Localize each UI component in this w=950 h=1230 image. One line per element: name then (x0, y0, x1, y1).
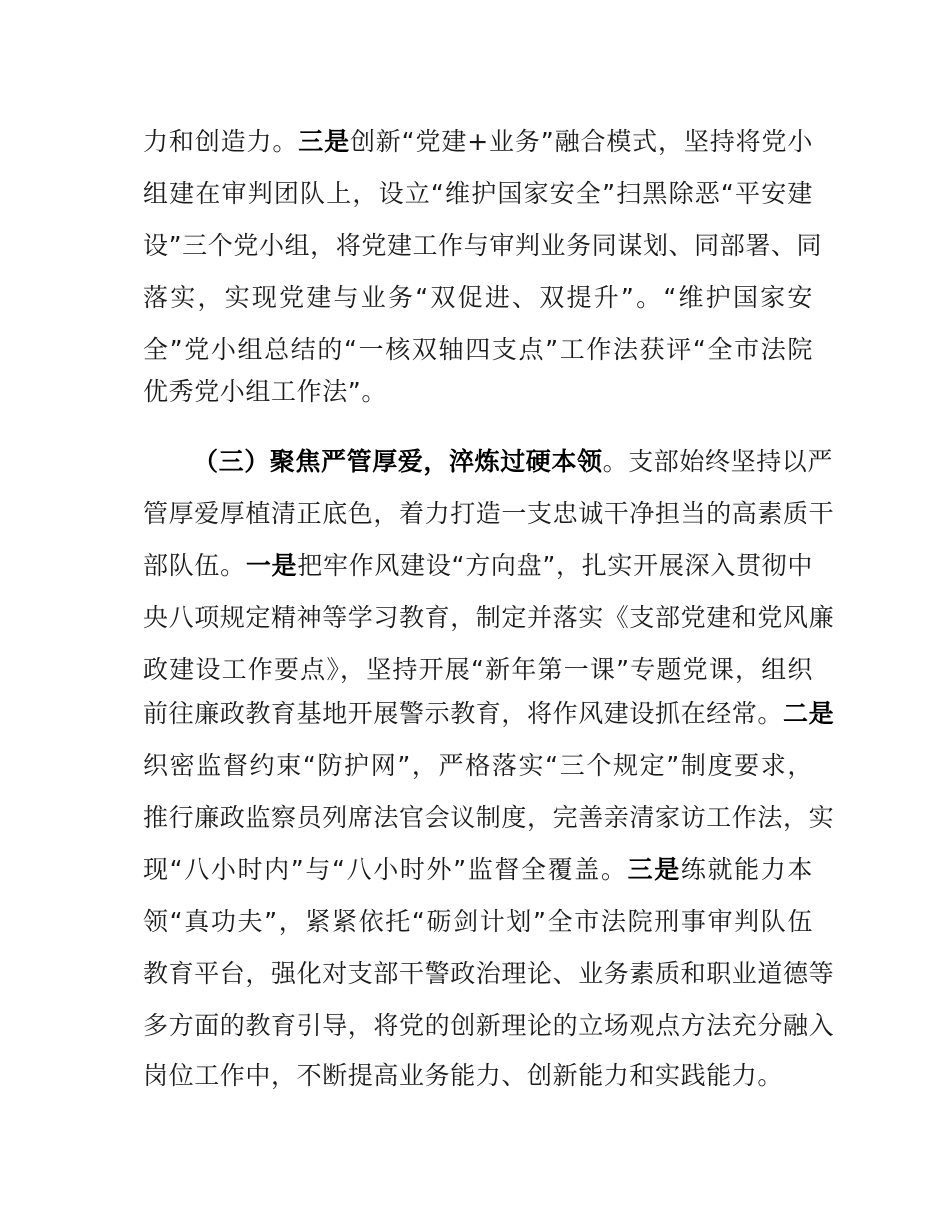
p2-line-3-text-a: 部队伍。 (143, 551, 246, 580)
p2-line-9-text-b: 练就能力本 (680, 855, 813, 884)
p2-line-7 (143, 748, 813, 784)
p2-line-12-text: 多方面的教育引导，将党的创新理论的立场观点方法充分融入 (143, 1011, 835, 1040)
p2-line-1-text: 。支部始终坚持以严 (602, 447, 834, 476)
p2-line-12 (143, 1008, 835, 1044)
p1-line-4 (143, 280, 813, 316)
p1-line-5 (143, 332, 813, 368)
p2-line-11 (143, 956, 835, 992)
p2-line-1 (193, 444, 834, 480)
p1-line-2 (143, 176, 813, 212)
p2-line-8-text: 推行廉政监察员列席法官会议制度，完善亲清家访工作法，实 (143, 803, 835, 832)
p1-line-6 (143, 374, 813, 410)
p2-line-3-text-b: 把牢作风建设“方向盘”，扎实开展深入贯彻中 (297, 551, 813, 580)
p1-line-1-text-b: 创新“党建+业务”融合模式，坚持将党小 (349, 127, 813, 156)
p2-line-9 (143, 852, 813, 888)
p2-line-5-text: 政建设工作要点》，坚持开展“新年第一课”专题党课，组织 (143, 655, 813, 684)
p1-line-3 (143, 228, 823, 264)
p2-line-11-text: 教育平台，强化对支部干警政治理论、业务素质和职业道德等 (143, 959, 835, 988)
p1-line-1-bold-lead: 三是 (298, 127, 350, 156)
p1-line-2-text: 组建在审判团队上，设立“维护国家安全”扫黑除恶“平安建 (143, 179, 813, 208)
p2-line-2-text: 管厚爱厚植清正底色，着力打造一支忠诚干净担当的高素质干 (143, 499, 835, 528)
p1-line-6-text: 优秀党小组工作法”。 (143, 377, 387, 406)
p2-line-2 (143, 496, 835, 532)
p2-line-6-text: 前往廉政教育基地开展警示教育，将作风建设抓在经常。 (143, 699, 784, 728)
p1-line-1 (143, 124, 813, 160)
p1-line-5-text: 全”党小组总结的“一核双轴四支点”工作法获评“全市法院 (143, 335, 813, 364)
section-heading: （三）聚焦严管厚爱，淬炼过硬本领 (193, 447, 603, 476)
p2-line-10 (143, 904, 813, 940)
p2-line-4-text: 央八项规定精神等学习教育，制定并落实《支部党建和党风廉 (143, 603, 835, 632)
p2-line-5 (143, 652, 813, 688)
p2-line-10-text: 领“真功夫”，紧紧依托“砺剑计划”全市法院刑事审判队伍 (143, 907, 813, 936)
p2-line-13 (143, 1058, 813, 1094)
p2-line-6 (143, 696, 835, 732)
p2-line-6-bold-lead: 二是 (783, 699, 835, 728)
p2-line-8 (143, 800, 835, 836)
p2-line-9-bold-lead: 三是 (627, 855, 681, 884)
p2-line-4 (143, 600, 835, 636)
p2-line-7-text: 织密监督约束“防护网”，严格落实“三个规定”制度要求， (143, 751, 813, 780)
p1-line-3-text: 设”三个党小组，将党建工作与审判业务同谋划、同部署、同 (143, 231, 823, 260)
p1-line-1-text-a: 力和创造力。 (143, 127, 299, 156)
p2-line-13-text: 岗位工作中，不断提高业务能力、创新能力和实践能力。 (143, 1061, 784, 1090)
p2-line-9-text-a: 现“八小时内”与“八小时外”监督全覆盖。 (143, 855, 628, 884)
p2-line-3-bold-lead: 一是 (245, 551, 298, 580)
p1-line-4-text: 落实，实现党建与业务“双促进、双提升”。“维护国家安 (143, 283, 813, 312)
p2-line-3 (143, 548, 813, 584)
